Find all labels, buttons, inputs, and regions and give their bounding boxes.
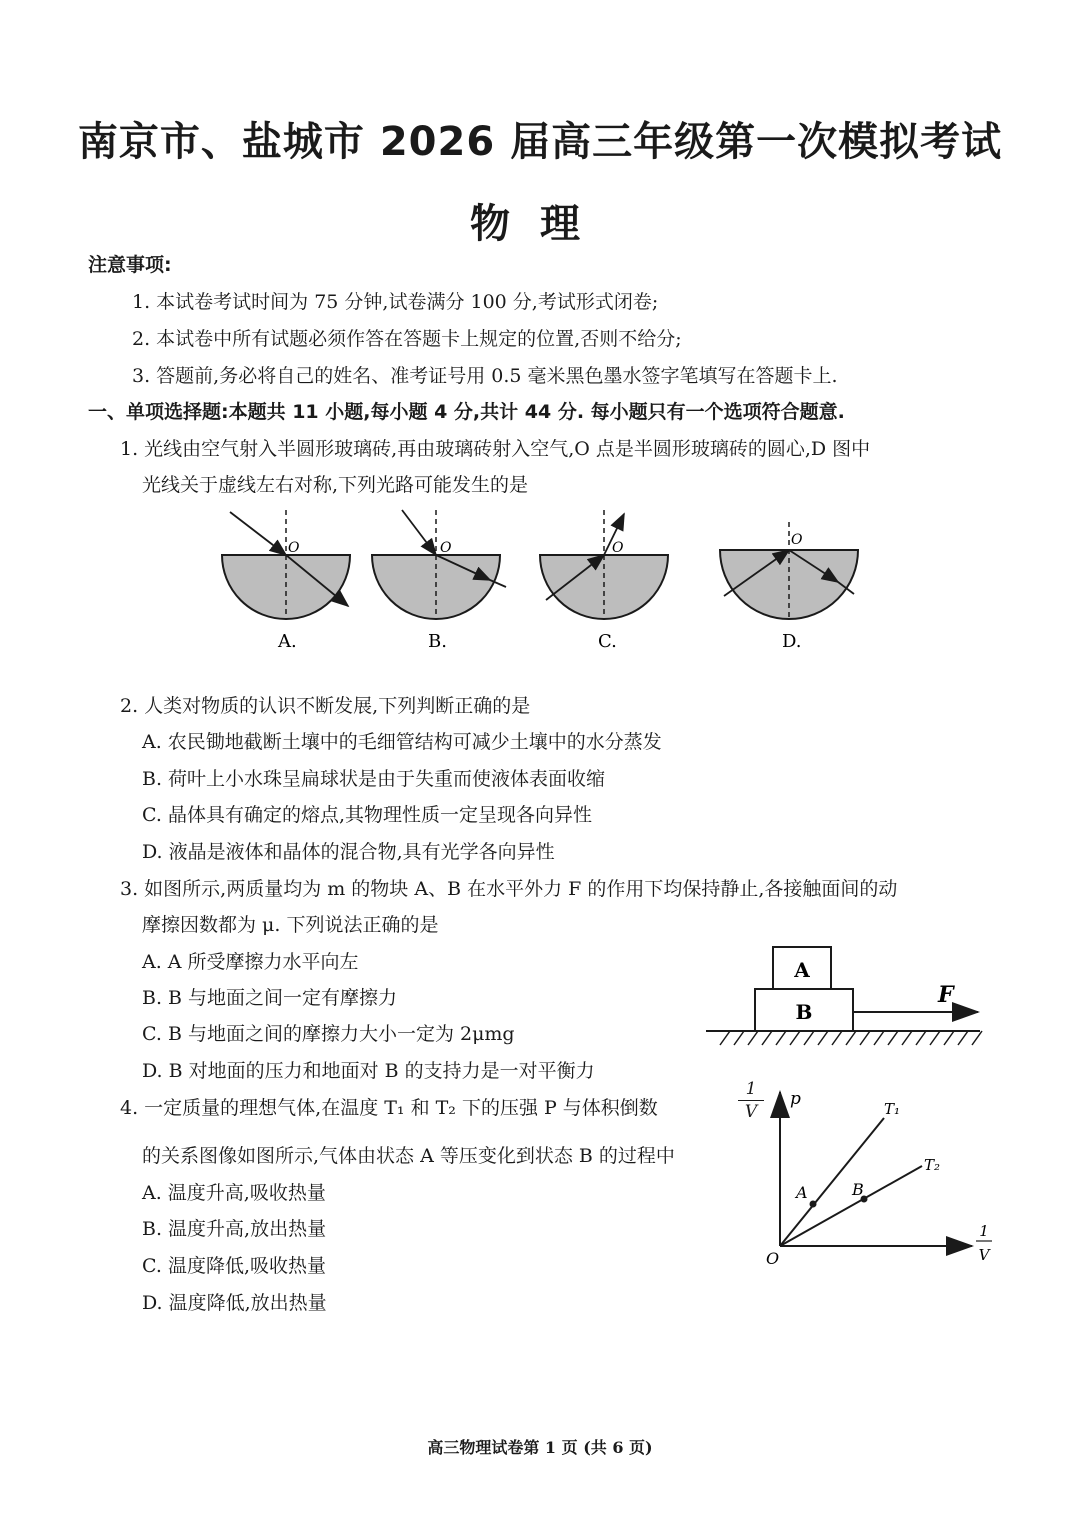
question-4-option: D. 温度降低,放出热量: [142, 1292, 327, 1314]
x-axis-denominator: V: [978, 1246, 990, 1264]
figure-b-label: B.: [428, 631, 447, 652]
origin-label: O: [766, 1249, 780, 1268]
question-4-stem: 4. 一定质量的理想气体,在温度 T₁ 和 T₂ 下的压强 P 与体积倒数: [120, 1097, 658, 1119]
notice-item: 2. 本试卷中所有试题必须作答在答题卡上规定的位置,否则不给分;: [132, 328, 682, 350]
force-f-label: F: [938, 982, 954, 1008]
question-3-option: C. B 与地面之间的摩擦力大小一定为 2μmg: [142, 1023, 515, 1045]
question-2-stem: 2. 人类对物质的认识不断发展,下列判断正确的是: [120, 695, 531, 717]
section-heading: 一、单项选择题:本题共 11 小题,每小题 4 分,共计 44 分. 每小题只有一个选项符合题意.: [88, 401, 845, 423]
question-3-stem-cont: 摩擦因数都为 μ. 下列说法正确的是: [142, 914, 439, 936]
point-b-label: B: [852, 1180, 864, 1199]
block-a-label: A: [794, 958, 810, 982]
question-1-stem-cont: 光线关于虚线左右对称,下列光路可能发生的是: [142, 474, 529, 496]
figure-b: [372, 510, 506, 652]
question-4-graph: [760, 1082, 1010, 1272]
point-o-label: O: [288, 540, 300, 556]
point-o-label: O: [612, 540, 624, 556]
figure-a-label: A.: [278, 631, 297, 652]
question-3-option: A. A 所受摩擦力水平向左: [142, 951, 359, 973]
question-3-option: D. B 对地面的压力和地面对 B 的支持力是一对平衡力: [142, 1060, 595, 1082]
question-4-option: C. 温度降低,吸收热量: [142, 1255, 326, 1277]
t1-label: T₁: [884, 1100, 901, 1118]
question-3-stem: 3. 如图所示,两质量均为 m 的物块 A、B 在水平外力 F 的作用下均保持静止,各接触面间的动: [120, 878, 898, 900]
page-footer: 高三物理试卷第 1 页 (共 6 页): [427, 1438, 653, 1457]
question-1-figures: [0, 500, 1080, 660]
fraction-numerator: 1: [738, 1078, 764, 1101]
fraction-denominator: V: [744, 1102, 758, 1122]
question-3-option: B. B 与地面之间一定有摩擦力: [142, 987, 398, 1009]
question-2-option: C. 晶体具有确定的熔点,其物理性质一定呈现各向异性: [142, 804, 592, 826]
figure-d: [720, 522, 858, 652]
question-4-option: B. 温度升高,放出热量: [142, 1218, 327, 1240]
figure-c-label: C.: [598, 631, 617, 652]
question-2-option: B. 荷叶上小水珠呈扁球状是由于失重而使液体表面收缩: [142, 768, 606, 790]
point-o-label: O: [791, 532, 803, 548]
question-2-option: A. 农民锄地截断土壤中的毛细管结构可减少土壤中的水分蒸发: [142, 731, 662, 753]
figure-d-label: D.: [782, 631, 802, 652]
question-4-stem-cont: 的关系图像如图所示,气体由状态 A 等压变化到状态 B 的过程中: [142, 1145, 675, 1167]
figure-c: [540, 510, 668, 652]
question-3-figure: [700, 940, 1000, 1060]
question-4-option: A. 温度升高,吸收热量: [142, 1182, 326, 1204]
figure-a: [222, 510, 350, 652]
t2-label: T₂: [924, 1156, 941, 1174]
x-axis-numerator: 1: [979, 1222, 989, 1240]
notice-item: 1. 本试卷考试时间为 75 分钟,试卷满分 100 分,考试形式闭卷;: [132, 291, 659, 313]
question-1-stem: 1. 光线由空气射入半圆形玻璃砖,再由玻璃砖射入空气,O 点是半圆形玻璃砖的圆心,D 图中: [120, 438, 871, 460]
notice-heading: 注意事项:: [88, 254, 172, 276]
block-b-label: B: [795, 1000, 813, 1024]
notice-item: 3. 答题前,务必将自己的姓名、准考证号用 0.5 毫米黑色墨水签字笔填写在答题卡上.: [132, 365, 838, 387]
y-axis-label: p: [790, 1089, 801, 1109]
point-o-label: O: [440, 540, 452, 556]
exam-title: 南京市、盐城市 2026 届高三年级第一次模拟考试: [77, 119, 1003, 165]
subject-title: 物理: [470, 201, 610, 247]
point-a-label: A: [796, 1183, 808, 1202]
question-2-option: D. 液晶是液体和晶体的混合物,具有光学各向异性: [142, 841, 555, 863]
point-a: [810, 1201, 817, 1208]
